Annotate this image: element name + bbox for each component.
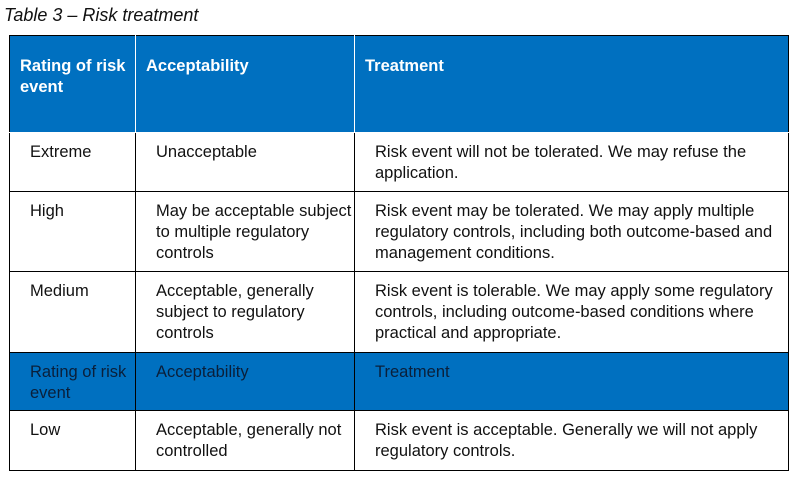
repeat-header-treatment: Treatment	[355, 353, 789, 411]
repeat-header-rating: Rating of risk event	[10, 353, 136, 411]
table-row	[10, 133, 789, 192]
rating-cell: High	[10, 192, 136, 272]
treatment-cell: Risk event is acceptable. Generally we will not apply regulatory controls.	[355, 411, 789, 471]
table-caption: Table 3 – Risk treatment	[4, 5, 199, 25]
rating-cell: Medium	[10, 272, 136, 353]
rating-cell: Extreme	[10, 133, 136, 192]
acceptability-cell: Acceptable, generally not controlled	[136, 411, 355, 471]
table-row	[10, 192, 789, 272]
treatment-cell: Risk event will not be tolerated. We may refuse the application.	[355, 133, 789, 192]
acceptability-cell: Acceptable, generally subject to regulatory controls	[136, 272, 355, 353]
table-row	[10, 272, 789, 353]
treatment-cell: Risk event may be tolerated. We may apply multiple regulatory controls, including both outcome-based and management conditions.	[355, 192, 789, 272]
risk-treatment-table	[9, 35, 789, 471]
rating-cell: Low	[10, 411, 136, 471]
treatment-cell: Risk event is tolerable. We may apply some regulatory controls, including outcome-based conditions where practical and appropriate.	[355, 272, 789, 353]
header-acceptability: Acceptability	[136, 36, 355, 133]
header-rating: Rating of risk event	[10, 36, 136, 133]
repeat-header-row	[10, 353, 789, 411]
table-header-row	[10, 36, 789, 133]
repeat-header-acceptability: Acceptability	[136, 353, 355, 411]
header-treatment: Treatment	[355, 36, 789, 133]
table-row	[10, 411, 789, 471]
acceptability-cell: May be acceptable subject to multiple regulatory controls	[136, 192, 355, 272]
acceptability-cell: Unacceptable	[136, 133, 355, 192]
